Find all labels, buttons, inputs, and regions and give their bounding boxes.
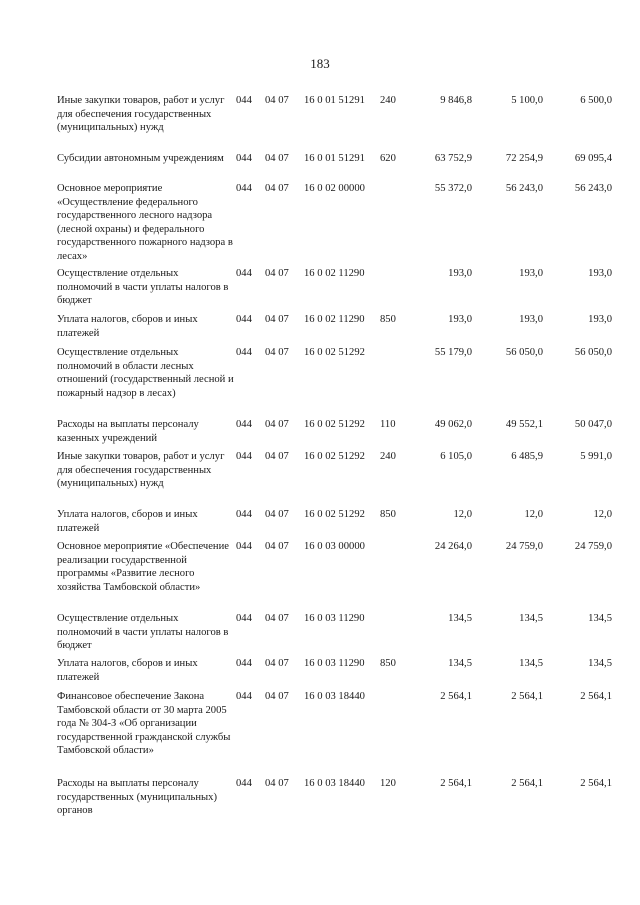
amount-year-1: 24 264,0 xyxy=(434,541,472,552)
row-name: Уплата налогов, сборов и иных платежей xyxy=(57,509,198,534)
row-name: Расходы на выплаты персоналу казенных учреждений xyxy=(57,419,199,444)
ministry-code: 044 xyxy=(236,268,252,279)
target-article: 16 0 03 11290 xyxy=(304,658,365,669)
section-code: 04 07 xyxy=(265,95,289,106)
section-code: 04 07 xyxy=(265,314,289,325)
amount-year-3: 134,5 xyxy=(588,658,612,669)
amount-year-1: 49 062,0 xyxy=(434,419,472,430)
section-code: 04 07 xyxy=(265,419,289,430)
amount-year-1: 12,0 xyxy=(453,509,472,520)
amount-year-3: 6 500,0 xyxy=(580,95,612,106)
row-name: Финансовое обеспечение Закона Тамбовской области от 30 марта 2005 года № 304-З «Об организации государственной гражданской службы Тамбовской области» xyxy=(57,691,231,757)
expense-type: 240 xyxy=(380,451,396,462)
row-name: Осуществление отдельных полномочий в части уплаты налогов в бюджет xyxy=(57,613,229,652)
amount-year-2: 56 243,0 xyxy=(505,183,543,194)
expense-type: 120 xyxy=(380,778,396,789)
amount-year-2: 2 564,1 xyxy=(511,778,543,789)
amount-year-1: 55 179,0 xyxy=(434,347,472,358)
section-code: 04 07 xyxy=(265,778,289,789)
target-article: 16 0 02 00000 xyxy=(304,183,365,194)
amount-year-2: 6 485,9 xyxy=(511,451,543,462)
target-article: 16 0 02 11290 xyxy=(304,314,365,325)
amount-year-1: 63 752,9 xyxy=(434,153,472,164)
section-code: 04 07 xyxy=(265,541,289,552)
row-name: Уплата налогов, сборов и иных платежей xyxy=(57,314,198,339)
target-article: 16 0 03 18440 xyxy=(304,691,365,702)
amount-year-2: 2 564,1 xyxy=(511,691,543,702)
expense-type: 240 xyxy=(380,95,396,106)
ministry-code: 044 xyxy=(236,778,252,789)
target-article: 16 0 01 51291 xyxy=(304,153,365,164)
row-name: Осуществление отдельных полномочий в части уплаты налогов в бюджет xyxy=(57,268,229,307)
amount-year-2: 49 552,1 xyxy=(505,419,543,430)
amount-year-1: 193,0 xyxy=(448,268,472,279)
section-code: 04 07 xyxy=(265,691,289,702)
page-number: 183 xyxy=(310,56,330,71)
ministry-code: 044 xyxy=(236,419,252,430)
amount-year-1: 2 564,1 xyxy=(440,691,472,702)
amount-year-3: 24 759,0 xyxy=(574,541,612,552)
target-article: 16 0 02 51292 xyxy=(304,451,365,462)
amount-year-3: 134,5 xyxy=(588,613,612,624)
amount-year-2: 72 254,9 xyxy=(505,153,543,164)
ministry-code: 044 xyxy=(236,95,252,106)
amount-year-2: 12,0 xyxy=(524,509,543,520)
ministry-code: 044 xyxy=(236,691,252,702)
amount-year-3: 2 564,1 xyxy=(580,778,612,789)
ministry-code: 044 xyxy=(236,613,252,624)
amount-year-2: 134,5 xyxy=(519,658,543,669)
ministry-code: 044 xyxy=(236,347,252,358)
target-article: 16 0 02 51292 xyxy=(304,347,365,358)
amount-year-2: 5 100,0 xyxy=(511,95,543,106)
amount-year-2: 24 759,0 xyxy=(505,541,543,552)
row-name: Основное мероприятие «Осуществление федерального государственного лесного надзора (лесной охраны) и федерального государственного пожарного надзора в лесах» xyxy=(57,183,233,262)
section-code: 04 07 xyxy=(265,268,289,279)
amount-year-1: 6 105,0 xyxy=(440,451,472,462)
amount-year-3: 56 243,0 xyxy=(574,183,612,194)
row-name: Основное мероприятие «Обеспечение реализации государственной программы «Развитие лесного хозяйства Тамбовской области» xyxy=(57,541,229,593)
amount-year-1: 134,5 xyxy=(448,613,472,624)
target-article: 16 0 03 18440 xyxy=(304,778,365,789)
expense-type: 850 xyxy=(380,509,396,520)
row-name: Расходы на выплаты персоналу государственных (муниципальных) органов xyxy=(57,778,217,817)
amount-year-1: 2 564,1 xyxy=(440,778,472,789)
amount-year-3: 2 564,1 xyxy=(580,691,612,702)
amount-year-3: 12,0 xyxy=(593,509,612,520)
amount-year-3: 5 991,0 xyxy=(580,451,612,462)
amount-year-1: 193,0 xyxy=(448,314,472,325)
ministry-code: 044 xyxy=(236,509,252,520)
amount-year-2: 56 050,0 xyxy=(505,347,543,358)
ministry-code: 044 xyxy=(236,183,252,194)
expense-type: 850 xyxy=(380,314,396,325)
amount-year-3: 193,0 xyxy=(588,268,612,279)
expense-type: 850 xyxy=(380,658,396,669)
section-code: 04 07 xyxy=(265,183,289,194)
row-name: Иные закупки товаров, работ и услуг для обеспечения государственных (муниципальных) нужд xyxy=(57,95,225,134)
row-name: Осуществление отдельных полномочий в области лесных отношений (государственный лесной и пожарный надзор в лесах) xyxy=(57,347,234,399)
amount-year-3: 50 047,0 xyxy=(574,419,612,430)
target-article: 16 0 03 00000 xyxy=(304,541,365,552)
amount-year-1: 134,5 xyxy=(448,658,472,669)
amount-year-3: 193,0 xyxy=(588,314,612,325)
section-code: 04 07 xyxy=(265,347,289,358)
row-name: Уплата налогов, сборов и иных платежей xyxy=(57,658,198,683)
amount-year-2: 193,0 xyxy=(519,314,543,325)
ministry-code: 044 xyxy=(236,451,252,462)
amount-year-3: 56 050,0 xyxy=(574,347,612,358)
section-code: 04 07 xyxy=(265,658,289,669)
section-code: 04 07 xyxy=(265,509,289,520)
target-article: 16 0 03 11290 xyxy=(304,613,365,624)
amount-year-3: 69 095,4 xyxy=(574,153,612,164)
target-article: 16 0 02 51292 xyxy=(304,419,365,430)
section-code: 04 07 xyxy=(265,613,289,624)
target-article: 16 0 02 51292 xyxy=(304,509,365,520)
ministry-code: 044 xyxy=(236,541,252,552)
amount-year-1: 9 846,8 xyxy=(440,95,472,106)
expense-type: 110 xyxy=(380,419,396,430)
expense-type: 620 xyxy=(380,153,396,164)
amount-year-2: 193,0 xyxy=(519,268,543,279)
section-code: 04 07 xyxy=(265,451,289,462)
amount-year-2: 134,5 xyxy=(519,613,543,624)
section-code: 04 07 xyxy=(265,153,289,164)
target-article: 16 0 02 11290 xyxy=(304,268,365,279)
row-name: Субсидии автономным учреждениям xyxy=(57,153,224,164)
ministry-code: 044 xyxy=(236,314,252,325)
target-article: 16 0 01 51291 xyxy=(304,95,365,106)
ministry-code: 044 xyxy=(236,658,252,669)
amount-year-1: 55 372,0 xyxy=(434,183,472,194)
ministry-code: 044 xyxy=(236,153,252,164)
row-name: Иные закупки товаров, работ и услуг для обеспечения государственных (муниципальных) нужд xyxy=(57,451,225,490)
